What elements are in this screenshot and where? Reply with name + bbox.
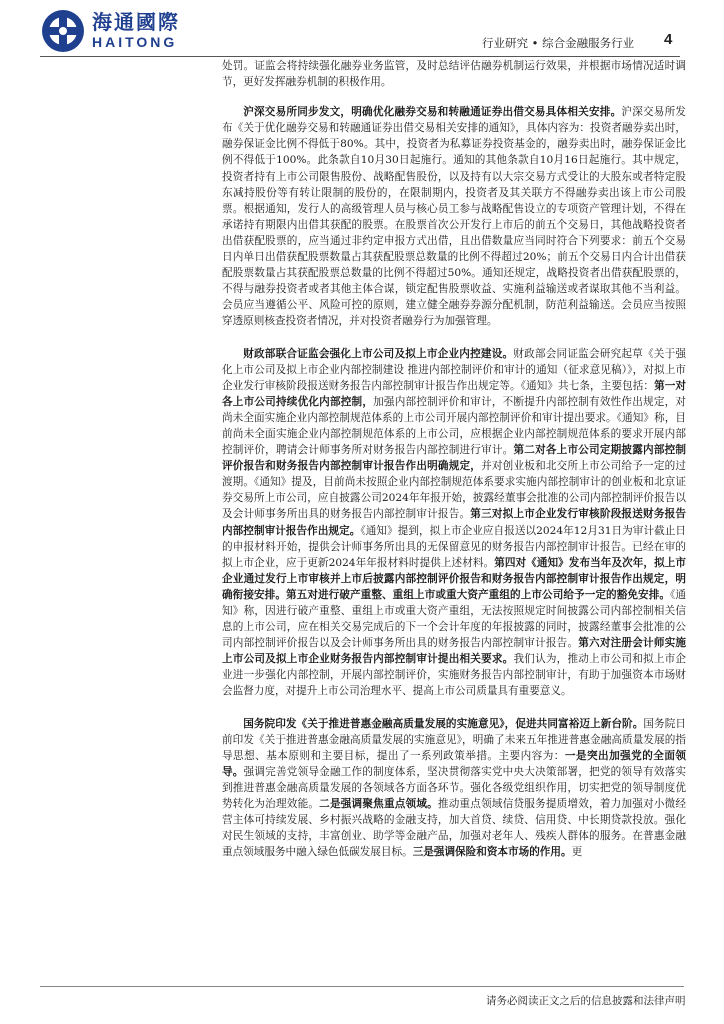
paragraph-text: 强调完善党领导金融工作的制度体系，坚决贯彻落实党中央大决策部署，把党的领导有效落实到推进普惠金融高质量发展的各领域各方面各环节。强化各级党组织作用，切实把党的领导制度优势转化为治理效能。 (222, 765, 686, 811)
page-header (0, 0, 724, 64)
paragraph-text: 《通知》称，因进行破产重整、重组上市或重大资产重组，无法按照规定时间披露公司内部控制相关信息的上市公司，应在相关交易完成后的下一个会计年度的年报披露的同时，披露经董事会批准的公司内部控制评价报告以及会计师事务所出具的财务报告内部控制审计报告。 (222, 588, 687, 650)
logo-chinese-name: 海通國際 (92, 10, 180, 34)
paragraph-text: 我们认为，推动上市公司和拟上市企业进一步强化内部控制，开展内部控制评价，实施财务报告内部控制审计，有助于加强资本市场财会监督力度，对提升上市公司治理水平、提高上市公司质量具有重要意义。 (222, 653, 687, 698)
header-divider (40, 56, 680, 57)
footer-disclaimer: 请务必阅读正文之后的信息披露和法律声明 (486, 995, 686, 1007)
paragraph-point: 第四对《通知》发布当年及次年，拟上市企业通过发行上市审核并上市后披露内部控制评价报告和财务报告内部控制审计报告作出规定，明确衔接安排。第五对进行破产重整、重组上市或重大资产重组的上市公司给予一定的豁免安排。 (222, 556, 686, 601)
paragraph-heading: 沪深交易所同步发文，明确优化融券交易和转融通证券出借交易具体相关安排。 (243, 106, 622, 119)
paragraph-text: 国务院日前印发《关于推进普惠金融高质量发展的实施意见》，明确了未来五年推进普惠金融高质量发展的指导思想、基本原则和主要目标，提出了一系列政策举措。主要内容为： (222, 717, 686, 762)
page-number: 4 (664, 31, 673, 48)
paragraph-securities-lending-end (222, 58, 686, 90)
paragraph-heading: 财政部联合证监会强化上市公司及拟上市企业内控建设。 (243, 347, 514, 360)
paragraph-point: 第一对各上市公司持续优化内部控制， (222, 379, 687, 408)
paragraph-internal-control (222, 346, 686, 700)
paragraph-heading: 国务院印发《关于推进普惠金融高质量发展的实施意见》，促进共同富裕迈上新台阶。 (243, 717, 644, 730)
paragraph-text: 处罚。证监会将持续强化融券业务监管，及时总结评估融券机制运行效果，并根据市场情况适时调节，更好发挥融券机制的积极作用。 (222, 60, 686, 89)
paragraph-text: 沪深交易所发布《关于优化融券交易和转融通证券出借交易相关安排的通知》，具体内容为：投资者融券卖出时，融券保证金比例不得低于80%。其中，投资者为私募证券投资基金的，融券卖出时，融券保证金比例不得低于100%。此条款自10月30日起施行。通知的其他条款自10月16日起施行。其中规定，投资者持有上市公司限售股份、战略配售股份，以及持有以大宗交易方式受让的大股东或者特定股东减持股份等有转让限制的股份的，在限制期内，投资者及其关联方不得融券卖出该上市公司股票。根据通知，发行人的高级管理人员与核心员工参与战略配售设立的专项资产管理计划，不得在承诺持有期限内出借其获配的股票。在股票首次公开发行上市后的前五个交易日，其他战略投资者出借获配股票的，应当通过非约定申报方式出借，且出借数量应当同时符合下列要求：前五个交易日内单日出借获配股票数量占其获配股票总数量的比例不得超过20%；前五个交易日内合计出借获配股票数量占其获配股票总数量的比例不得超过50%。通知还规定，战略投资者出借获配股票的，不得与融券投资者或者其他主体合谋，锁定配售股票收益、实施利益输送或者谋取其他不当利益。会员应当遵循公平、风险可控的原则，建立健全融券券源分配机制，防范利益输送。会员应当按照穿透原则核查投资者情况，并对投资者融券行为加强管理。 (222, 106, 687, 328)
paragraph-point: 三是强调保险和资本市场的作用。 (412, 846, 572, 859)
paragraph-text: 推动重点领域信贷服务提质增效，着力加强对小微经营主体可持续发展、乡村振兴战略的金融支持，加大首贷、续贷、信用贷、中长期贷款投放。强化对民生领域的支持，丰富创业、助学等金融产品，加强对老年人、残疾人群体的服务。在普惠金融重点领域服务中融入绿色低碳发展目标。 (222, 798, 687, 859)
report-category: 行业研究 • 综合金融服务行业 (482, 36, 635, 50)
paragraph-point: 一是突出加强党的全面领导。 (222, 749, 687, 778)
paragraph-point: 第二对各上市公司定期披露内部控制评价报告和财务报告内部控制审计报告作出明确规定， (222, 444, 687, 473)
paragraph-text: 加强内部控制评价和审计，不断提升内部控制有效性作出规定，对尚未全面实施企业内部控制规范体系的上市公司开展内部控制评价和审计提出要求。《通知》称，目前尚未全面实施企业内部控制规范体系的上市公司，应根据企业内部控制规范体系的要求开展内部控制评价，聘请会计师事务所对财务报告内部控制进行审计。 (222, 395, 687, 457)
paragraph-point: 二是强调聚焦重点领域。 (319, 798, 438, 811)
haitong-logo-icon (40, 8, 86, 54)
logo-english-name: HAITONG (92, 34, 178, 50)
paragraph-text: 财政部会同证监会研究起草《关于强化上市公司及拟上市企业内部控制建设 推进内部控制评价和审计的通知（征求意见稿）》，对拟上市企业发行审核阶段报送财务报告内部控制审计报告作出规定等。《通知》共七条，主要包括： (222, 347, 687, 392)
haitong-logo (40, 8, 180, 54)
paragraph-point: 第六对注册会计师实施上市公司及拟上市企业财务报告内部控制审计提出相关要求。 (222, 637, 687, 666)
paragraph-text: 《通知》提到，拟上市企业应自报送以2024年12月31日为审计截止日的申报材料开始，提供会计师事务所出具的无保留意见的财务报告内部控制审计报告。已经在审的拟上市企业，应于更新2024年年报材料时提供上述材料。 (222, 524, 686, 569)
paragraph-inclusive-finance (222, 716, 686, 861)
paragraph-point: 第三对拟上市企业发行审核阶段报送财务报告内部控制审计报告作出规定。 (222, 508, 687, 537)
paragraph-text: 更 (571, 846, 583, 859)
report-body (222, 58, 686, 860)
paragraph-text: 并对创业板和北交所上市公司给予一定的过渡期。《通知》提及，目前尚未按照企业内部控制规范体系要求实施内部控制审计的创业板和北京证券交易所上市公司，应自披露公司2024年年报开始，披露经董事会批准的公司内部控制评价报告以及会计师事务所出具的财务报告内部控制审计报告。 (222, 460, 687, 521)
footer-divider (40, 986, 684, 987)
paragraph-exchanges (222, 104, 686, 329)
